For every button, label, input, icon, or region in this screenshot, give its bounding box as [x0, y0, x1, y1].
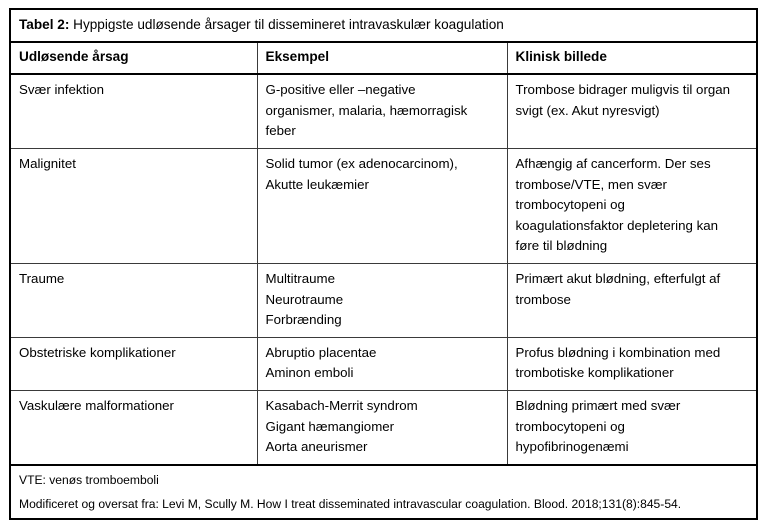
- cell-line: organismer, malaria, hæmorragisk: [265, 102, 468, 118]
- cell-cause: Malignitet: [11, 148, 257, 263]
- cell-example: [257, 390, 507, 464]
- cell-line: Blødning primært med svær: [515, 397, 681, 413]
- cell-example: [257, 337, 507, 390]
- cell-line: feber: [265, 123, 296, 139]
- cell-example: [257, 74, 507, 148]
- cell-line: Akutte leukæmier: [265, 176, 369, 192]
- cell-cause: Vaskulære malformationer: [11, 390, 257, 464]
- table-title-text: Hyppigste udløsende årsager til dissemineret intravaskulær koagulation: [69, 17, 504, 32]
- cell-clinical-picture: [507, 390, 756, 464]
- cell-line: Trombose bidrager muligvis til organ: [515, 82, 731, 98]
- table-header-row: [11, 42, 756, 75]
- cell-line: Afhængig af cancerform. Der ses: [515, 155, 711, 171]
- cell-line: G-positive eller –negative: [265, 82, 416, 98]
- table-title-row: [11, 10, 756, 42]
- cell-line: Aorta aneurismer: [265, 439, 368, 455]
- cell-cause: Svær infektion: [11, 74, 257, 148]
- cell-line: Forbrænding: [265, 312, 342, 328]
- cell-line: svigt (ex. Akut nyresvigt): [515, 102, 660, 118]
- cell-cause: Obstetriske komplikationer: [11, 337, 257, 390]
- cell-line: Neurotraume: [265, 291, 344, 307]
- cell-example: [257, 263, 507, 337]
- table-row: [11, 74, 756, 148]
- cell-line: trombocytopeni og: [515, 197, 625, 213]
- table-row: [11, 148, 756, 263]
- cell-line: Profus blødning i kombination med: [515, 344, 721, 360]
- cell-line: Multitraume: [265, 270, 335, 286]
- cell-example: [257, 148, 507, 263]
- cell-cause: Traume: [11, 263, 257, 337]
- table-footnote-row: [11, 465, 756, 492]
- cell-line: Solid tumor (ex adenocarcinom),: [265, 155, 458, 171]
- table-footnote-row: [11, 492, 756, 518]
- cell-line: Aminon emboli: [265, 365, 354, 381]
- table-2-container: [9, 8, 758, 520]
- cell-line: trombocytopeni og: [515, 418, 625, 434]
- cell-line: Primært akut blødning, efterfulgt af: [515, 270, 721, 286]
- footnote-abbreviation: VTE: venøs tromboemboli: [11, 465, 756, 492]
- column-header-clinical-picture: Klinisk billede: [507, 42, 756, 75]
- cell-line: hypofibrinogenæmi: [515, 439, 629, 455]
- cell-line: koagulationsfaktor depletering kan: [515, 217, 719, 233]
- table-title-cell: [11, 10, 756, 42]
- table-row: [11, 263, 756, 337]
- cell-line: trombose/VTE, men svær: [515, 176, 667, 192]
- column-header-example: Eksempel: [257, 42, 507, 75]
- table-row: [11, 390, 756, 464]
- cell-line: Gigant hæmangiomer: [265, 418, 395, 434]
- cell-line: føre til blødning: [515, 238, 608, 254]
- column-header-cause: Udløsende årsag: [11, 42, 257, 75]
- cell-clinical-picture: [507, 263, 756, 337]
- table-label: Tabel 2:: [19, 17, 70, 32]
- cell-clinical-picture: [507, 148, 756, 263]
- causes-of-dic-table: [11, 10, 756, 518]
- footnote-source: Modificeret og oversat fra: Levi M, Scully M. How I treat disseminated intravascular coagulation. Blood. 2018;131(8):845-54.: [11, 492, 756, 518]
- cell-line: Abruptio placentae: [265, 344, 377, 360]
- cell-line: trombotiske komplikationer: [515, 365, 674, 381]
- cell-line: Kasabach-Merrit syndrom: [265, 397, 418, 413]
- cell-clinical-picture: [507, 337, 756, 390]
- cell-line: trombose: [515, 291, 571, 307]
- table-row: [11, 337, 756, 390]
- cell-clinical-picture: [507, 74, 756, 148]
